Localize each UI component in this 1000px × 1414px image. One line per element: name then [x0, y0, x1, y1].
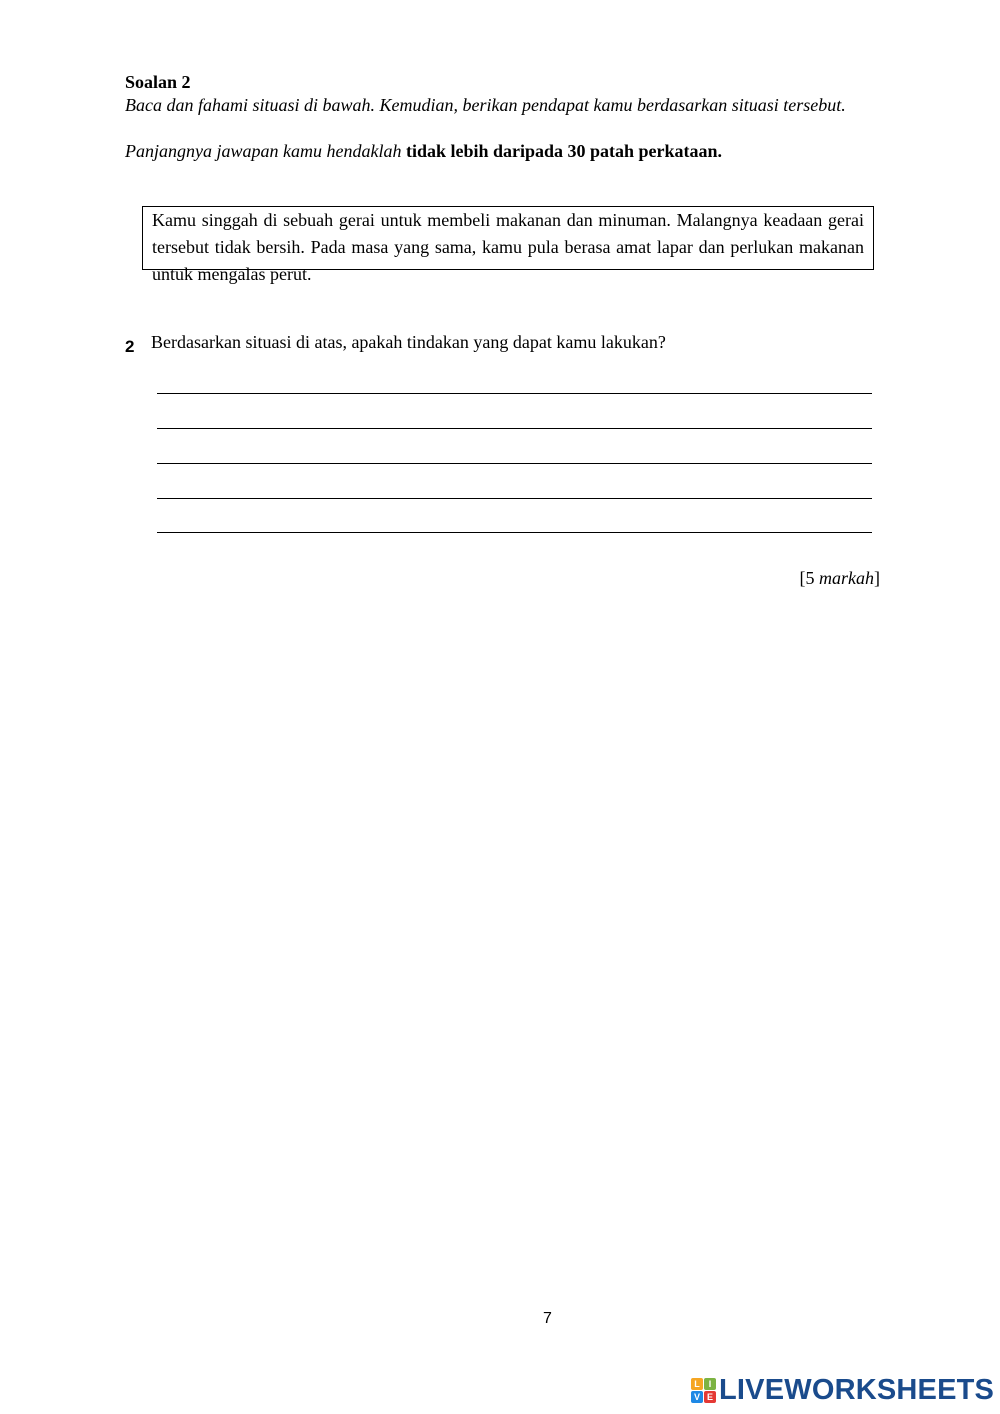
logo-letter-i: I [704, 1378, 716, 1390]
section-heading: Soalan 2 [125, 72, 191, 92]
instruction-text: Baca dan fahami situasi di bawah. Kemudian, berikan pendapat kamu berdasarkan situasi tersebut. [125, 95, 846, 115]
answer-line[interactable] [157, 393, 872, 394]
answer-line[interactable] [157, 532, 872, 533]
marks-close: ] [874, 568, 880, 588]
marks-word: markah [819, 568, 874, 588]
answer-line[interactable] [157, 463, 872, 464]
marks-open: [5 [799, 568, 819, 588]
length-instruction [125, 140, 722, 163]
answer-line[interactable] [157, 498, 872, 499]
page-number: 7 [543, 1310, 552, 1327]
length-instruction-bold: tidak lebih daripada 30 patah perkataan. [405, 141, 723, 161]
liveworksheets-logo-icon [691, 1378, 716, 1403]
logo-letter-l: L [691, 1378, 703, 1390]
logo-letter-v: V [691, 1391, 703, 1403]
brand-name: LIVEWORKSHEETS [719, 1374, 995, 1406]
situation-box: Kamu singgah di sebuah gerai untuk membeli makanan dan minuman. Malangnya keadaan gerai tersebut tidak bersih. Pada masa yang sama, kamu pula berasa amat lapar dan perlukan makanan untuk mengalas perut. [142, 206, 874, 270]
answer-line[interactable] [157, 428, 872, 429]
length-instruction-italic: Panjangnya jawapan kamu hendaklah [125, 141, 406, 161]
marks-label [800, 567, 881, 590]
question-text: Berdasarkan situasi di atas, apakah tindakan yang dapat kamu lakukan? [151, 332, 666, 352]
logo-letter-e: E [704, 1391, 716, 1403]
liveworksheets-brand[interactable] [691, 1374, 994, 1406]
question-number: 2 [125, 337, 135, 356]
